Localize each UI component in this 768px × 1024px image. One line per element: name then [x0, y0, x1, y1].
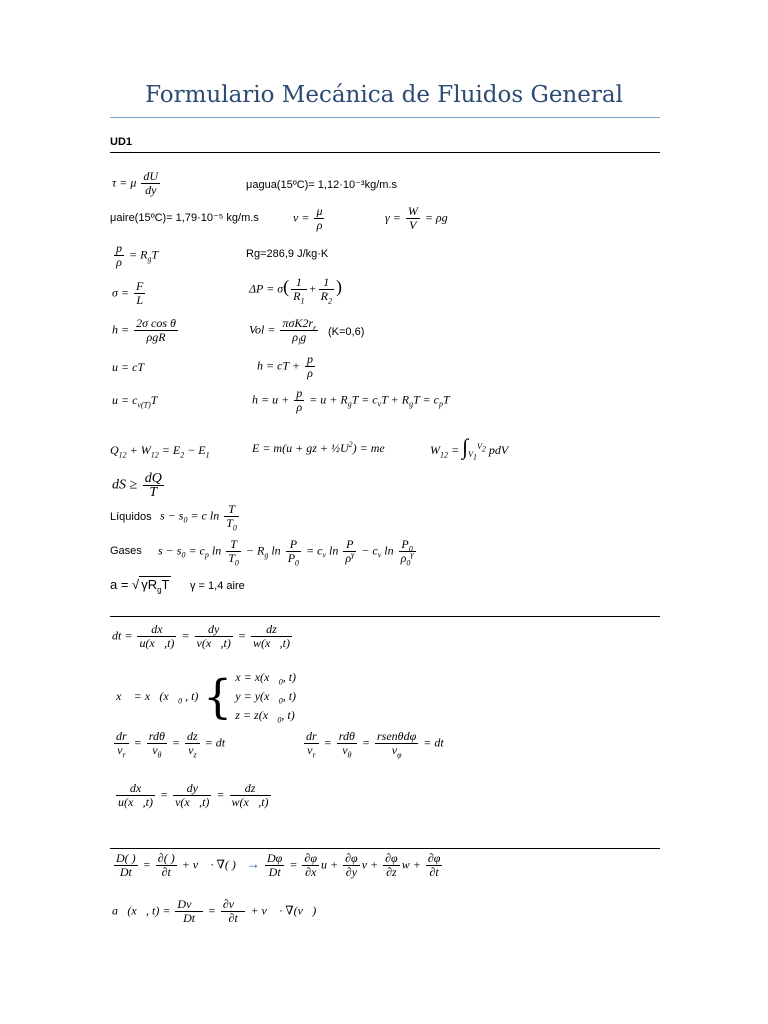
formula-work: $W_{12} = \int_{V_1}^{V_2}$ pdV: [430, 434, 509, 462]
formula-capillary-height: h = $\frac{\text{2σ cos θ}}{\text{ρgR}}$: [112, 316, 176, 344]
formula-material-derivative-expanded: → $\frac{D\varphi}{Dt}$ = $\frac{\partial\varphi}{\partial x}$ u + $\frac{\partial\varphi}{\partial y}$ v + $\frac{\partial\varphi}{\partial z}$ w + $\frac{\partial\varphi}{\partial t}$: [246, 851, 441, 879]
formula-shear-stress: τ = μ $\frac{dU}{dy}$: [112, 169, 159, 197]
note-mu-aire: μaire(15ºC)= 1,79·10⁻⁵ kg/m.s: [110, 212, 259, 224]
page-title: Formulario Mecánica de Fluidos General: [145, 82, 623, 108]
note-k-value: (K=0,6): [328, 326, 365, 338]
formula-position-components: { $x = x(x⃗_0$, t) $y = y(x⃗_0$, t) $z = z(x⃗_0$, t): [203, 669, 297, 725]
formula-speed-of-sound: a = √ $\gamma R_gT$: [110, 577, 170, 595]
formula-capillary-volume: Vol = $\frac{\pi\sigma K2r_r}{\rho_lg}$: [249, 316, 317, 347]
formula-pathline: dt = $\frac{dx}{u(x⃗,t)}$ = $\frac{dy}{v(x⃗,t)}$ = $\frac{dz}{w(x⃗,t)}$: [112, 622, 290, 650]
formula-enthalpy-liquid: h = cT + $\frac{p}{\rho}$: [257, 352, 313, 380]
section-heading: UD1: [110, 136, 133, 148]
formula-pathline-spherical: $\frac{dr}{v_r}$ = $\frac{\text{rdθ}}{v_\theta}$ = $\frac{\text{rsenθdφ}}{v_\varphi}$ = dt: [306, 729, 444, 760]
formula-first-law: $Q_{12} + W_{12} = E_2 - E_1$: [110, 443, 210, 460]
section-divider: [110, 152, 660, 153]
divider-kinematics: [110, 616, 660, 617]
note-mu-agua: μagua(15ºC)= 1,12·10⁻³kg/m.s: [246, 179, 397, 191]
formula-acceleration: a⃗(x⃗, t) = $\frac{Dv⃗}{Dt}$ = $\frac{\partial v⃗}{\partial t}$ + v⃗ · ∇(v⃗): [112, 897, 317, 925]
formula-internal-energy-liquid: u = cT: [112, 360, 145, 374]
formula-specific-weight: γ = $\frac{W}{V}$ = ρg: [385, 204, 448, 232]
formula-enthalpy-gas: h = u + $\frac{p}{\rho}$ = $u + R_gT = c_vT + R_gT = c_pT$: [252, 386, 450, 414]
formula-kinematic-viscosity: ν = $\frac{\mu}{\rho}$: [293, 204, 323, 232]
label-liquidos: Líquidos: [110, 511, 152, 523]
formula-internal-energy-gas: $u = c_{v(T)}T$: [112, 393, 158, 410]
formula-position: x⃗ = $x⃗(x⃗_0$ , t): [116, 689, 199, 706]
formula-pathline-cylindrical: $\frac{dr}{v_r}$ = $\frac{\text{rdθ}}{v_\theta}$ = $\frac{dz}{v_z}$ = dt: [116, 729, 226, 760]
formula-material-derivative: $\frac{D( )}{Dt}$ = $\frac{\partial( )}{\partial t}$ + v⃗ · ∇( ): [116, 851, 236, 879]
formula-ideal-gas: $\frac{p}{\rho}$ = $R_gT$: [116, 241, 159, 269]
formula-laplace-pressure: ΔP = σ( $\frac{1}{R_1}$ + $\frac{1}{R_2}$ ): [249, 275, 342, 306]
formula-entropy-liquid: $s - s_0 = c$ ln $\frac{T}{T_0}$: [160, 502, 237, 533]
note-gamma-aire: γ = 1,4 aire: [190, 580, 245, 592]
arrow-right-icon: →: [246, 857, 260, 873]
title-divider: [110, 117, 660, 118]
label-gases: Gases: [110, 545, 142, 557]
formula-surface-tension: σ = $\frac{F}{L}$: [112, 279, 144, 307]
formula-second-law: dS ≥ $\frac{dQ}{T}$: [112, 471, 162, 500]
note-rg: Rg=286,9 J/kg·K: [246, 248, 329, 260]
divider-material-derivative: [110, 848, 660, 849]
formula-total-energy: E = m(u + gz + $\frac{1}{2}U^2$) = me: [252, 440, 385, 455]
formula-entropy-gas: $s - s_0 = c_p$ ln $\frac{T}{T_0}$ − $R_g$ ln $\frac{P}{P_0}$ = $c_v$ ln $\frac{P}{\rho^\gamma}$ − $c_v$ ln $\frac{P_0}{\rho_0^\gamma}$: [158, 537, 414, 568]
formula-streamline: $\frac{dx}{u(x⃗,t)}$ = $\frac{dy}{v(x⃗,t)}$ = $\frac{dz}{w(x⃗,t)}$: [118, 781, 269, 809]
